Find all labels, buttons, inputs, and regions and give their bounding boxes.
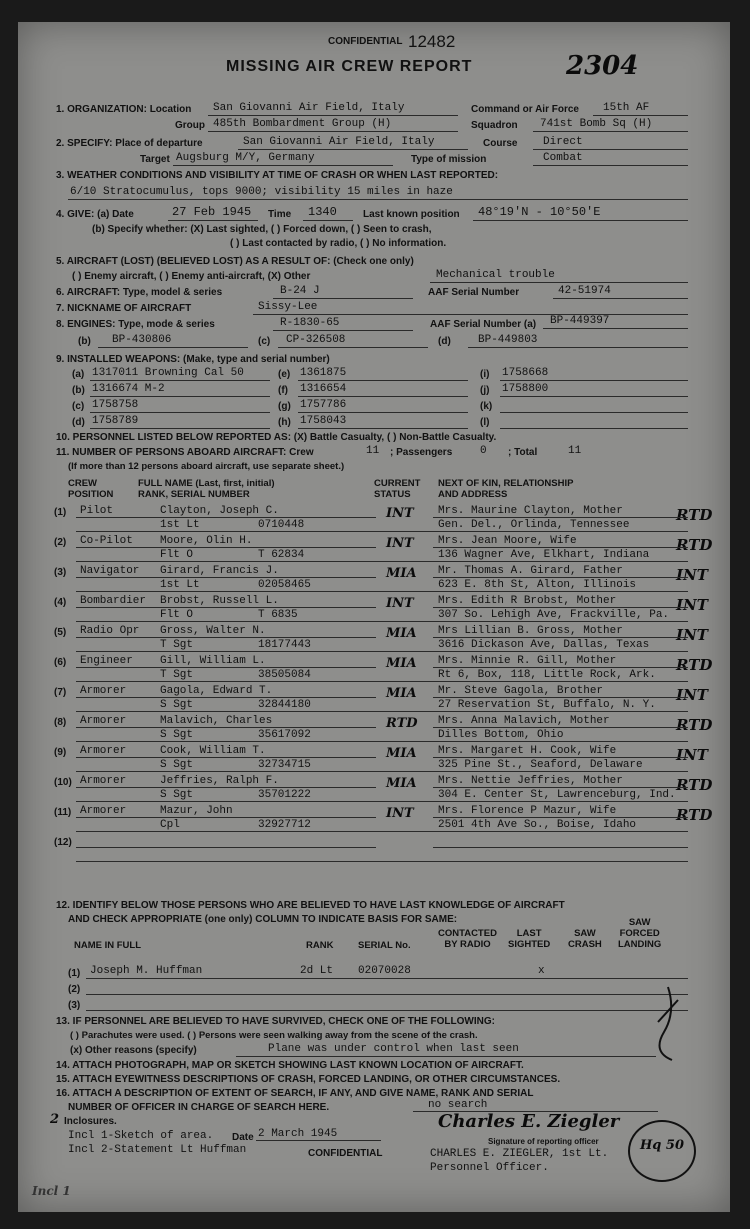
sec13-label: 13. IF PERSONNEL ARE BELIEVED TO HAVE SURVIVED, CHECK ONE OF THE FOLLOWING: bbox=[56, 1016, 495, 1027]
crew-position: Pilot bbox=[80, 505, 114, 517]
sec6-label: 6. AIRCRAFT: Type, model & series bbox=[56, 287, 223, 298]
command-value: 15th AF bbox=[603, 102, 650, 114]
crew-rank: Flt O bbox=[160, 609, 194, 621]
crew-number: (8) bbox=[54, 717, 67, 728]
h-saw-crash: SAW CRASH bbox=[568, 928, 602, 950]
position-value: 48°19'N - 10°50'E bbox=[478, 205, 601, 219]
crew-handwritten-mark: INT bbox=[676, 626, 708, 644]
squadron-value: 741st Bomb Sq (H) bbox=[540, 118, 653, 130]
crew-rank: S Sgt bbox=[160, 789, 194, 801]
enclosure-count: 2 bbox=[50, 1112, 60, 1127]
report-number: 12482 bbox=[408, 32, 456, 51]
witness-name: Joseph M. Huffman bbox=[90, 965, 203, 977]
sec12-label2: AND CHECK APPROPRIATE (one only) COLUMN TO INDICATE BASIS FOR SAME: bbox=[68, 914, 458, 925]
w-l-lbl: (l) bbox=[480, 417, 490, 428]
group-value: 485th Bombardment Group (H) bbox=[213, 118, 392, 130]
time-value: 1340 bbox=[308, 205, 337, 219]
crew-kin-address: Rt 6, Box, 118, Little Rock, Ark. bbox=[438, 669, 656, 681]
witness-row1-n: (1) bbox=[68, 968, 81, 979]
engine-c-label: (c) bbox=[258, 336, 271, 347]
witness-sighted-mark: x bbox=[538, 965, 545, 977]
crew-number: (10) bbox=[54, 777, 72, 788]
crew-serial: 35617092 bbox=[258, 729, 311, 741]
sec3-label: 3. WEATHER CONDITIONS AND VISIBILITY AT TIME OF CRASH OR WHEN LAST REPORTED: bbox=[56, 170, 499, 181]
w-b-lbl: (b) bbox=[72, 385, 85, 396]
h-contacted-radio: CONTACTED BY RADIO bbox=[438, 928, 497, 950]
engine-d: BP-449803 bbox=[478, 334, 538, 346]
col-next-of-kin: NEXT OF KIN, RELATIONSHIP AND ADDRESS bbox=[438, 478, 574, 500]
sec7-label: 7. NICKNAME OF AIRCRAFT bbox=[56, 303, 192, 314]
crew-number: (5) bbox=[54, 627, 67, 638]
crew-number: (1) bbox=[54, 507, 67, 518]
crew-handwritten-mark: RTD bbox=[676, 506, 713, 524]
crew-position: Armorer bbox=[80, 745, 127, 757]
engine-b: BP-430806 bbox=[112, 334, 172, 346]
sec13-b: (x) Other reasons (specify) bbox=[70, 1045, 197, 1056]
engine-c: CP-326508 bbox=[286, 334, 346, 346]
crew-status: INT bbox=[386, 536, 414, 551]
crew-serial: 38505084 bbox=[258, 669, 311, 681]
crew-name: Gross, Walter N. bbox=[160, 625, 266, 637]
weapon-d: 1758789 bbox=[92, 415, 139, 427]
crew-rank: S Sgt bbox=[160, 759, 194, 771]
passengers-label: ; Passengers bbox=[390, 447, 453, 458]
crew-number: (2) bbox=[54, 537, 67, 548]
w-h-lbl: (h) bbox=[278, 417, 291, 428]
sec4-label: 4. GIVE: (a) Date bbox=[56, 209, 134, 220]
crew-position: Armorer bbox=[80, 775, 127, 787]
officer-name: CHARLES E. ZIEGLER, 1st Lt. bbox=[430, 1148, 609, 1160]
crew-status: MIA bbox=[386, 746, 417, 761]
w-f-lbl: (f) bbox=[278, 385, 288, 396]
crew-kin-address: Gen. Del., Orlinda, Tennessee bbox=[438, 519, 630, 531]
sec10-label: 10. PERSONNEL LISTED BELOW REPORTED AS: (X) Battle Casualty, ( ) Non-Battle Casualty. bbox=[56, 432, 497, 443]
witness-row2-n: (2) bbox=[68, 984, 81, 995]
crew-name: Cook, William T. bbox=[160, 745, 266, 757]
crew-status: INT bbox=[386, 596, 414, 611]
weapon-c: 1758758 bbox=[92, 399, 139, 411]
crew-kin-address: 623 E. 8th St, Alton, Illinois bbox=[438, 579, 637, 591]
position-label: Last known position bbox=[363, 209, 460, 220]
w-d-lbl: (d) bbox=[72, 417, 85, 428]
weapon-i: 1758668 bbox=[502, 367, 549, 379]
crew-position: Co-Pilot bbox=[80, 535, 133, 547]
weather-value: 6/10 Stratocumulus, tops 9000; visibility 15 miles in haze bbox=[70, 186, 453, 198]
crew-kin-name: Mrs. Jean Moore, Wife bbox=[438, 535, 577, 547]
crew-status: MIA bbox=[386, 656, 417, 671]
stamp-text: Hq 50 bbox=[640, 1138, 684, 1153]
aircraft-serial-label: AAF Serial Number bbox=[428, 287, 520, 298]
crew-serial: T 6835 bbox=[258, 609, 298, 621]
crew-status: MIA bbox=[386, 686, 417, 701]
sec4-b-line: (b) Specify whether: (X) Last sighted, ( ) Forced down, ( ) Seen to crash, bbox=[92, 224, 432, 235]
sec8-label: 8. ENGINES: Type, mode & series bbox=[56, 319, 215, 330]
sec14-text: 14. ATTACH PHOTOGRAPH, MAP OR SKETCH SHOWING LAST KNOWN LOCATION OF AIRCRAFT. bbox=[56, 1060, 524, 1071]
crew-name: Moore, Olin H. bbox=[160, 535, 253, 547]
crew-name: Jeffries, Ralph F. bbox=[160, 775, 279, 787]
crew-count: 11 bbox=[366, 445, 380, 457]
crew-handwritten-mark: RTD bbox=[676, 656, 713, 674]
aircraft-serial: 42-51974 bbox=[558, 285, 611, 297]
crew-serial: 32927712 bbox=[258, 819, 311, 831]
crew-handwritten-mark: INT bbox=[676, 746, 708, 764]
crew-name: Girard, Francis J. bbox=[160, 565, 279, 577]
h-name-in-full: NAME IN FULL bbox=[74, 940, 142, 951]
incl-1: Incl 1-Sketch of area. bbox=[68, 1130, 214, 1142]
crew-kin-address: 136 Wagner Ave, Elkhart, Indiana bbox=[438, 549, 650, 561]
sec11-note: (If more than 12 persons aboard aircraft, use separate sheet.) bbox=[68, 461, 345, 472]
w-g-lbl: (g) bbox=[278, 401, 291, 412]
time-label: Time bbox=[268, 209, 292, 220]
crew-serial: 35701222 bbox=[258, 789, 311, 801]
crew-handwritten-mark: RTD bbox=[676, 806, 713, 824]
crew-name: Gagola, Edward T. bbox=[160, 685, 273, 697]
crew-kin-name: Mrs. Nettie Jeffries, Mother bbox=[438, 775, 623, 787]
crew-handwritten-mark: INT bbox=[676, 566, 708, 584]
report-page bbox=[18, 22, 730, 1212]
w-a-lbl: (a) bbox=[72, 369, 85, 380]
crew-handwritten-mark: INT bbox=[676, 686, 708, 704]
crew-position: Armorer bbox=[80, 805, 127, 817]
course-label: Course bbox=[483, 138, 518, 149]
crew-kin-name: Mr. Steve Gagola, Brother bbox=[438, 685, 604, 697]
crew-name: Brobst, Russell L. bbox=[160, 595, 279, 607]
engine-a: BP-449397 bbox=[550, 315, 610, 327]
sec1-label: 1. ORGANIZATION: Location bbox=[56, 104, 192, 115]
total-label: ; Total bbox=[508, 447, 538, 458]
crew-serial: 02058465 bbox=[258, 579, 311, 591]
sec12-label: 12. IDENTIFY BELOW THOSE PERSONS WHO ARE BELIEVED TO HAVE LAST KNOWLEDGE OF AIRCRAFT bbox=[56, 900, 565, 911]
crew-serial: 18177443 bbox=[258, 639, 311, 651]
crew-kin-address: 304 E. Center St, Lawrenceburg, Ind. bbox=[438, 789, 676, 801]
crew-number: (3) bbox=[54, 567, 67, 578]
crew-position: Radio Opr bbox=[80, 625, 140, 637]
sec5-line2: ( ) Enemy aircraft, ( ) Enemy anti-aircraft, (X) Other bbox=[72, 271, 311, 282]
crew-name: Clayton, Joseph C. bbox=[160, 505, 279, 517]
sec2-label: 2. SPECIFY: Place of departure bbox=[56, 138, 203, 149]
target-label: Target bbox=[140, 154, 170, 165]
sec16-line2: NUMBER OF OFFICER IN CHARGE OF SEARCH HERE. bbox=[68, 1102, 330, 1113]
crew-position: Armorer bbox=[80, 715, 127, 727]
col-status: CURRENT STATUS bbox=[374, 478, 421, 500]
crew-kin-name: Mrs. Florence P Mazur, Wife bbox=[438, 805, 617, 817]
w-i-lbl: (i) bbox=[480, 369, 490, 380]
crew-number: (6) bbox=[54, 657, 67, 668]
total-count: 11 bbox=[568, 445, 582, 457]
passengers-count: 0 bbox=[480, 445, 487, 457]
survival-reason: Plane was under control when last seen bbox=[268, 1043, 519, 1055]
crew-rank: T Sgt bbox=[160, 639, 194, 651]
crew-rank: Flt O bbox=[160, 549, 194, 561]
crew-number: (11) bbox=[54, 807, 72, 818]
crew-number: (4) bbox=[54, 597, 67, 608]
crew-handwritten-mark: INT bbox=[676, 596, 708, 614]
crew-name: Malavich, Charles bbox=[160, 715, 273, 727]
crew-status: INT bbox=[386, 506, 414, 521]
weapon-h: 1758043 bbox=[300, 415, 347, 427]
weapon-a: 1317011 Browning Cal 50 bbox=[92, 367, 244, 379]
crew-rank: T Sgt bbox=[160, 669, 194, 681]
crew-kin-address: 325 Pine St., Seaford, Delaware bbox=[438, 759, 643, 771]
crew-number: (12) bbox=[54, 837, 72, 848]
crew-serial: 32844180 bbox=[258, 699, 311, 711]
crew-status: MIA bbox=[386, 566, 417, 581]
date-value: 27 Feb 1945 bbox=[172, 205, 252, 219]
h-serial: SERIAL No. bbox=[358, 940, 411, 951]
engine-serial-label: AAF Serial Number (a) bbox=[430, 319, 537, 330]
crew-kin-name: Mr. Thomas A. Girard, Father bbox=[438, 565, 623, 577]
w-k-lbl: (k) bbox=[480, 401, 493, 412]
witness-rank: 2d Lt bbox=[300, 965, 334, 977]
crew-kin-address: 3616 Dickason Ave, Dallas, Texas bbox=[438, 639, 650, 651]
incl-2: Incl 2-Statement Lt Huffman bbox=[68, 1144, 247, 1156]
group-label: Group bbox=[175, 120, 205, 131]
crew-handwritten-mark: RTD bbox=[676, 536, 713, 554]
target-value: Augsburg M/Y, Germany bbox=[176, 152, 315, 164]
crew-rank: 1st Lt bbox=[160, 519, 200, 531]
weapon-b: 1316674 M-2 bbox=[92, 383, 165, 395]
w-e-lbl: (e) bbox=[278, 369, 291, 380]
crew-handwritten-mark: RTD bbox=[676, 716, 713, 734]
handwritten-number: 2304 bbox=[566, 51, 639, 81]
crew-serial: 0710448 bbox=[258, 519, 305, 531]
crew-kin-address: 27 Reservation St, Buffalo, N. Y. bbox=[438, 699, 656, 711]
w-j-lbl: (j) bbox=[480, 385, 490, 396]
report-date: 2 March 1945 bbox=[258, 1128, 338, 1140]
confidential-stamp-bottom: CONFIDENTIAL bbox=[308, 1148, 383, 1159]
weapon-f: 1316654 bbox=[300, 383, 347, 395]
officer-signature: Charles E. Ziegler bbox=[438, 1111, 620, 1132]
crew-kin-name: Mrs Lillian B. Gross, Mother bbox=[438, 625, 623, 637]
crew-rank: 1st Lt bbox=[160, 579, 200, 591]
crew-status: MIA bbox=[386, 626, 417, 641]
col-crew-position: CREW POSITION bbox=[68, 478, 114, 500]
crew-position: Armorer bbox=[80, 685, 127, 697]
search-value: no search bbox=[428, 1099, 488, 1111]
handwriting-marks bbox=[18, 22, 730, 1212]
crew-serial: 32734715 bbox=[258, 759, 311, 771]
crew-number: (9) bbox=[54, 747, 67, 758]
engine-b-label: (b) bbox=[78, 336, 91, 347]
confidential-stamp-top: CONFIDENTIAL bbox=[328, 36, 403, 47]
course-value: Direct bbox=[543, 136, 583, 148]
crew-kin-address: Dilles Bottom, Ohio bbox=[438, 729, 564, 741]
crew-serial: T 62834 bbox=[258, 549, 305, 561]
nickname-value: Sissy-Lee bbox=[258, 301, 318, 313]
h-last-sighted: LAST SIGHTED bbox=[508, 928, 551, 950]
enclosures-label: Inclosures. bbox=[64, 1116, 117, 1127]
mission-value: Combat bbox=[543, 152, 583, 164]
sec15-text: 15. ATTACH EYEWITNESS DESCRIPTIONS OF CRASH, FORCED LANDING, OR OTHER CIRCUMSTANCES. bbox=[56, 1074, 561, 1085]
org-location: San Giovanni Air Field, Italy bbox=[213, 102, 405, 114]
aircraft-type: B-24 J bbox=[280, 285, 320, 297]
sec9-label: 9. INSTALLED WEAPONS: (Make, type and serial number) bbox=[56, 354, 330, 365]
crew-handwritten-mark: RTD bbox=[676, 776, 713, 794]
sec5-label: 5. AIRCRAFT (LOST) (BELIEVED LOST) AS A RESULT OF: (Check one only) bbox=[56, 256, 414, 267]
cause-value: Mechanical trouble bbox=[436, 269, 555, 281]
officer-title: Personnel Officer. bbox=[430, 1162, 549, 1174]
crew-position: Navigator bbox=[80, 565, 140, 577]
crew-status: RTD bbox=[386, 716, 418, 731]
crew-rank: S Sgt bbox=[160, 729, 194, 741]
engine-type: R-1830-65 bbox=[280, 317, 340, 329]
crew-kin-name: Mrs. Maurine Clayton, Mother bbox=[438, 505, 623, 517]
witness-serial: 02070028 bbox=[358, 965, 411, 977]
sec11-label: 11. NUMBER OF PERSONS ABOARD AIRCRAFT: Crew bbox=[56, 447, 314, 458]
crew-kin-name: Mrs. Margaret H. Cook, Wife bbox=[438, 745, 617, 757]
crew-status: MIA bbox=[386, 776, 417, 791]
crew-kin-name: Mrs. Minnie R. Gill, Mother bbox=[438, 655, 617, 667]
crew-kin-address: 307 So. Lehigh Ave, Frackville, Pa. bbox=[438, 609, 670, 621]
mission-label: Type of mission bbox=[411, 154, 487, 165]
h-saw-forced-landing: SAW FORCED LANDING bbox=[618, 917, 662, 950]
sec13-a: ( ) Parachutes were used. ( ) Persons were seen walking away from the scene of the crash. bbox=[70, 1030, 478, 1041]
col-full-name: FULL NAME (Last, first, initial) RANK, SERIAL NUMBER bbox=[138, 478, 275, 500]
departure-value: San Giovanni Air Field, Italy bbox=[243, 136, 435, 148]
date-label-footer: Date bbox=[232, 1132, 254, 1143]
crew-status: INT bbox=[386, 806, 414, 821]
crew-kin-name: Mrs. Edith R Brobst, Mother bbox=[438, 595, 617, 607]
crew-number: (7) bbox=[54, 687, 67, 698]
crew-rank: S Sgt bbox=[160, 699, 194, 711]
page-title: MISSING AIR CREW REPORT bbox=[226, 58, 473, 75]
signature-label: Signature of reporting officer bbox=[488, 1137, 599, 1146]
h-rank: RANK bbox=[306, 940, 334, 951]
weapon-e: 1361875 bbox=[300, 367, 347, 379]
squadron-label: Squadron bbox=[471, 120, 518, 131]
sec16-line1: 16. ATTACH A DESCRIPTION OF EXTENT OF SEARCH, IF ANY, AND GIVE NAME, RANK AND SERIAL bbox=[56, 1088, 534, 1099]
margin-note: Incl 1 bbox=[32, 1184, 71, 1198]
crew-name: Mazur, John bbox=[160, 805, 233, 817]
sec4-b-line2: ( ) Last contacted by radio, ( ) No information. bbox=[230, 238, 447, 249]
crew-kin-address: 2501 4th Ave So., Boise, Idaho bbox=[438, 819, 637, 831]
witness-row3-n: (3) bbox=[68, 1000, 81, 1011]
engine-d-label: (d) bbox=[438, 336, 451, 347]
weapon-j: 1758800 bbox=[502, 383, 549, 395]
weapon-g: 1757786 bbox=[300, 399, 347, 411]
crew-position: Bombardier bbox=[80, 595, 147, 607]
crew-kin-name: Mrs. Anna Malavich, Mother bbox=[438, 715, 610, 727]
crew-name: Gill, William L. bbox=[160, 655, 266, 667]
crew-position: Engineer bbox=[80, 655, 133, 667]
w-c-lbl: (c) bbox=[72, 401, 85, 412]
cmd-label: Command or Air Force bbox=[471, 104, 579, 115]
crew-rank: Cpl bbox=[160, 819, 180, 831]
